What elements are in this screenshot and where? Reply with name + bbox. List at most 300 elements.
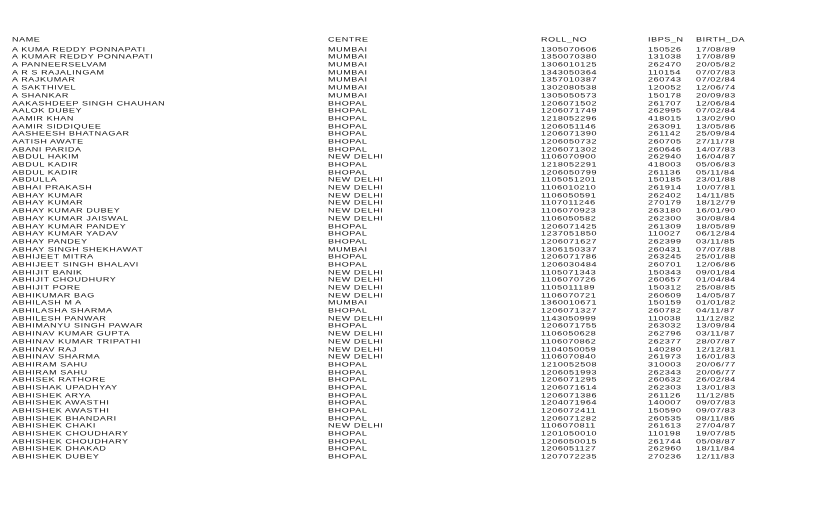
name-cell: ABHISHEK AWASTHI [12,408,110,414]
centre-cell: NEW DELHI [328,285,384,291]
name-cell: AAMIR KHAN [12,115,75,122]
birth-date-cell: 07/07/88 [696,246,736,253]
name-cell: ABDUL KADIR [12,162,79,168]
name-cell: ABDULLA [12,177,58,183]
roll-no-cell: 1105071343 [541,269,597,276]
ibps-no-cell: 110038 [648,315,681,322]
table-row [12,353,820,361]
roll-no-cell: 1105051201 [541,177,597,183]
table-row [12,384,820,392]
birth-date-cell: 16/01/90 [696,208,736,214]
name-cell: ABHISHEK CHOUDHARY [12,438,129,445]
roll-no-cell: 1206071627 [541,238,598,245]
birth-date-cell: 25/08/85 [696,285,736,291]
ibps-no-cell: 150178 [648,92,682,99]
name-cell: A RAJKUMAR [12,77,76,84]
birth-date-cell: 12/06/86 [696,262,736,268]
table-row [12,138,820,146]
name-cell: AATISH AWATE [12,139,84,145]
table-row [12,369,820,377]
ibps-no-cell: 261914 [648,185,682,191]
name-cell: ABHISHEK AWASTHI [12,400,110,406]
roll-no-cell: 1237051850 [541,231,598,237]
ibps-no-cell: 263245 [648,254,682,260]
table-row [12,246,820,254]
table-row [12,199,820,207]
centre-cell: NEW DELHI [328,215,384,222]
birth-date-cell: 19/07/85 [696,431,736,437]
birth-date-cell: 20/09/83 [696,92,736,99]
candidate-rows [12,46,820,461]
table-row [12,422,820,430]
ibps-no-cell: 261309 [648,223,682,230]
ibps-no-cell: 263180 [648,208,682,214]
name-cell: ABHISHEK ARYA [12,392,91,399]
ibps-no-cell: 261126 [648,392,681,399]
roll-no-cell: 1357010387 [541,77,598,84]
birth-date-cell: 27/11/78 [696,139,736,145]
birth-date-cell: 12/06/74 [696,85,736,91]
birth-date-cell: 16/01/83 [696,354,736,360]
table-row [12,330,820,338]
ibps-no-cell: 262796 [648,331,682,337]
roll-no-cell: 1204071964 [541,400,598,406]
centre-cell: BHOPAL [328,415,368,422]
table-row [12,338,820,346]
birth-date-cell: 13/09/84 [696,323,736,330]
table-row [12,376,820,384]
table-row [12,100,820,108]
ibps-no-cell: 150159 [648,300,682,306]
birth-date-cell: 06/12/84 [696,231,736,237]
centre-cell: MUMBAI [328,62,368,68]
table-row [12,361,820,369]
table-row [12,322,820,330]
birth-date-cell: 14/05/87 [696,292,736,299]
centre-cell: NEW DELHI [328,346,384,353]
name-cell: ABHIJIT BANIK [12,269,83,276]
birth-date-cell: 26/02/84 [696,377,736,383]
centre-cell: MUMBAI [328,300,368,306]
roll-no-cell: 1206071302 [541,146,598,153]
name-cell: ABHIRAM SAHU [12,369,88,376]
roll-no-cell: 1206071749 [541,108,598,114]
birth-date-cell: 09/01/84 [696,269,736,276]
roll-no-cell: 1206071755 [541,323,598,330]
roll-no-cell: 1302080538 [541,85,598,91]
roll-no-cell: 1206030484 [541,262,598,268]
birth-date-cell: 07/07/83 [696,69,736,76]
name-cell: ABHIJIT PORE [12,285,81,291]
name-cell: ABHISHEK DHAKAD [12,446,107,453]
name-cell: ABHILASHA SHARMA [12,308,113,314]
birth-date-cell: 03/11/87 [696,331,736,337]
centre-cell: NEW DELHI [328,354,384,360]
ibps-no-cell: 260632 [648,377,682,383]
table-row [12,445,820,453]
centre-cell: BHOPAL [328,369,368,376]
table-row [12,407,820,415]
centre-cell: MUMBAI [328,246,368,253]
ibps-no-cell: 260657 [648,277,682,283]
roll-no-cell: 1343050364 [541,69,598,76]
name-cell: ABHISHEK BHANDARI [12,415,117,422]
ibps-no-cell: 260782 [648,308,682,314]
name-cell: ABHIMANYU SINGH PAWAR [12,323,144,330]
name-cell: A SAKTHIVEL [12,85,77,91]
roll-no-cell: 1106070862 [541,338,597,345]
table-row [12,284,820,292]
ibps-no-cell: 131038 [648,54,682,60]
roll-no-cell: 1206050732 [541,139,598,145]
centre-cell: BHOPAL [328,131,368,137]
ibps-no-cell: 261973 [648,354,682,360]
birth-date-cell: 07/02/84 [696,108,736,114]
roll-no-cell: 1206051146 [541,123,597,130]
centre-cell: NEW DELHI [328,292,384,299]
table-row [12,69,820,77]
birth-date-cell: 28/07/87 [696,338,736,345]
ibps-no-cell: 150185 [648,177,682,183]
roll-no-cell: 1206071786 [541,254,598,260]
column-header-row [12,36,820,44]
ibps-no-cell: 140007 [648,400,682,406]
ibps-no-cell: 262399 [648,238,682,245]
centre-cell: MUMBAI [328,92,368,99]
birth-date-cell: 13/01/83 [696,385,736,391]
name-cell: ABHIJIT CHOUDHURY [12,277,117,283]
roll-no-cell: 1207072235 [541,454,598,460]
ibps-no-cell: 110198 [648,431,681,437]
ibps-no-cell: 260705 [648,139,682,145]
roll-no-cell: 1106050591 [541,192,597,199]
ibps-no-cell: 262470 [648,62,682,68]
name-cell: ABHINAV RAJ [12,346,77,353]
birth-date-cell: 11/12/82 [696,315,736,322]
name-cell: ABHAY KUMAR PANDEY [12,223,127,230]
roll-no-cell: 1106070721 [541,292,597,299]
table-row [12,438,820,446]
centre-cell: BHOPAL [328,361,368,368]
roll-no-cell: 1218052291 [541,162,598,168]
birth-date-cell: 11/12/85 [696,392,736,399]
roll-no-cell: 1206071327 [541,308,598,314]
table-row [12,253,820,261]
table-row [12,46,820,54]
birth-date-cell: 20/06/77 [696,369,736,376]
roll-no-cell: 1206071425 [541,223,598,230]
ibps-no-cell: 110154 [648,69,681,76]
centre-cell: BHOPAL [328,100,368,107]
name-cell: A R S RAJALINGAM [12,69,105,76]
name-cell: AALOK DUBEY [12,108,83,114]
name-cell: ABANI PARIDA [12,146,82,153]
roll-no-cell: 1206071295 [541,377,598,383]
ibps-no-cell: 262300 [648,215,682,222]
centre-cell: NEW DELHI [328,423,384,429]
ibps-no-cell: 270236 [648,454,682,460]
roll-no-cell: 1206051993 [541,369,598,376]
centre-cell: NEW DELHI [328,331,384,337]
table-row [12,415,820,423]
centre-cell: BHOPAL [328,385,368,391]
table-row [12,53,820,61]
header-ibps-no: IBPS_N [648,37,684,43]
roll-no-cell: 1106050582 [541,215,597,222]
table-row [12,115,820,123]
table-row [12,215,820,223]
table-row [12,153,820,161]
birth-date-cell: 13/05/86 [696,123,736,130]
name-cell: ABHISHEK CHOUDHARY [12,431,129,437]
ibps-no-cell: 261744 [648,438,682,445]
table-row [12,130,820,138]
table-row [12,192,820,200]
name-cell: ABHAY SINGH SHEKHAWAT [12,246,144,253]
birth-date-cell: 08/11/86 [696,415,736,422]
table-row [12,453,820,461]
ibps-no-cell: 262995 [648,108,682,114]
ibps-no-cell: 260701 [648,262,682,268]
roll-no-cell: 1105011189 [541,285,596,291]
ibps-no-cell: 262343 [648,369,682,376]
birth-date-cell: 25/01/88 [696,254,736,260]
ibps-no-cell: 261613 [648,423,682,429]
name-cell: ABHAY KUMAR DUBEY [12,208,121,214]
name-cell: ABHAI PRAKASH [12,185,93,191]
centre-cell: NEW DELHI [328,338,384,345]
name-cell: ABHILESH PANWAR [12,315,107,322]
birth-date-cell: 18/05/89 [696,223,736,230]
table-row [12,346,820,354]
birth-date-cell: 03/11/85 [696,238,736,245]
table-row [12,292,820,300]
birth-date-cell: 01/04/84 [696,277,736,283]
centre-cell: NEW DELHI [328,208,384,214]
centre-cell: BHOPAL [328,431,368,437]
table-row [12,207,820,215]
name-cell: ABHIKUMAR BAG [12,292,95,299]
table-row [12,399,820,407]
roll-no-cell: 1106070811 [541,423,596,429]
table-row [12,307,820,315]
roll-no-cell: 1106070923 [541,208,597,214]
table-row [12,430,820,438]
centre-cell: NEW DELHI [328,200,384,207]
table-row [12,392,820,400]
centre-cell: BHOPAL [328,108,368,114]
birth-date-cell: 17/08/89 [696,54,736,60]
ibps-no-cell: 262377 [648,338,682,345]
centre-cell: NEW DELHI [328,177,384,183]
table-row [12,315,820,323]
name-cell: ABHAY KUMAR JAISWAL [12,215,129,222]
ibps-no-cell: 261142 [648,131,681,137]
table-row [12,223,820,231]
table-row [12,276,820,284]
centre-cell: BHOPAL [328,446,368,453]
roll-no-cell: 1106070726 [541,277,597,283]
ibps-no-cell: 150526 [648,46,682,53]
name-cell: AASHEESH BHATNAGAR [12,131,130,137]
table-row [12,299,820,307]
centre-cell: MUMBAI [328,54,368,60]
table-row [12,107,820,115]
centre-cell: BHOPAL [328,146,368,153]
table-row [12,261,820,269]
centre-cell: BHOPAL [328,454,368,460]
table-row [12,92,820,100]
table-row [12,123,820,131]
centre-cell: BHOPAL [328,392,368,399]
centre-cell: BHOPAL [328,377,368,383]
table-row [12,184,820,192]
birth-date-cell: 09/07/83 [696,408,736,414]
name-cell: ABHINAV SHARMA [12,354,101,360]
ibps-no-cell: 150312 [648,285,682,291]
table-row [12,169,820,177]
ibps-no-cell: 262303 [648,385,682,391]
ibps-no-cell: 260609 [648,292,682,299]
table-row [12,84,820,92]
centre-cell: BHOPAL [328,400,368,406]
name-cell: ABDUL KADIR [12,169,79,176]
name-cell: ABHINAV KUMAR TRIPATHI [12,338,142,345]
table-row [12,76,820,84]
name-cell: ABDUL HAKIM [12,154,80,160]
header-birth-date: BIRTH_DA [696,37,746,43]
centre-cell: BHOPAL [328,408,368,414]
birth-date-cell: 23/01/88 [696,177,736,183]
table-row [12,61,820,69]
birth-date-cell: 20/06/77 [696,361,736,368]
roll-no-cell: 1206071390 [541,131,598,137]
roll-no-cell: 1306010125 [541,62,598,68]
roll-no-cell: 1360010671 [541,300,598,306]
centre-cell: MUMBAI [328,85,368,91]
roll-no-cell: 1218052296 [541,115,598,122]
ibps-no-cell: 418003 [648,162,682,168]
birth-date-cell: 14/07/83 [696,146,736,153]
roll-no-cell: 1206071614 [541,385,598,391]
centre-cell: BHOPAL [328,231,368,237]
name-cell: ABHISHEK CHAKI [12,423,96,429]
table-row [12,238,820,246]
ibps-no-cell: 310003 [648,361,682,368]
roll-no-cell: 1104050059 [541,346,597,353]
birth-date-cell: 07/02/84 [696,77,736,84]
name-cell: ABHIRAM SAHU [12,361,88,368]
name-cell: ABHISHEK DUBEY [12,454,100,460]
birth-date-cell: 12/12/81 [696,346,736,353]
birth-date-cell: 17/08/89 [696,46,736,53]
centre-cell: BHOPAL [328,162,368,168]
roll-no-cell: 1206071282 [541,415,598,422]
roll-no-cell: 1206050015 [541,438,598,445]
centre-cell: BHOPAL [328,123,368,130]
centre-cell: BHOPAL [328,323,368,330]
birth-date-cell: 05/06/83 [696,162,736,168]
centre-cell: BHOPAL [328,438,368,445]
roll-no-cell: 1106010210 [541,185,597,191]
birth-date-cell: 20/05/82 [696,62,736,68]
centre-cell: NEW DELHI [328,185,384,191]
roll-no-cell: 1206050799 [541,169,598,176]
birth-date-cell: 27/04/87 [696,423,736,429]
candidate-list-document [12,36,820,507]
name-cell: ABHILASH M A [12,300,82,306]
centre-cell: MUMBAI [328,77,368,84]
birth-date-cell: 04/11/87 [696,308,736,314]
birth-date-cell: 12/06/84 [696,100,736,107]
centre-cell: BHOPAL [328,115,368,122]
ibps-no-cell: 262940 [648,154,682,160]
centre-cell: BHOPAL [328,262,368,268]
ibps-no-cell: 260646 [648,146,682,153]
name-cell: ABHIJEET MITRA [12,254,94,260]
ibps-no-cell: 260535 [648,415,682,422]
centre-cell: MUMBAI [328,69,368,76]
name-cell: AAKASHDEEP SINGH CHAUHAN [12,100,166,107]
birth-date-cell: 18/11/84 [696,446,736,453]
name-cell: A PANNEERSELVAM [12,62,108,68]
roll-no-cell: 1206051127 [541,446,597,453]
name-cell: ABHAY KUMAR YADAV [12,231,119,237]
birth-date-cell: 14/11/85 [696,192,736,199]
centre-cell: BHOPAL [328,238,368,245]
roll-no-cell: 1107011246 [541,200,596,207]
birth-date-cell: 18/12/79 [696,200,736,207]
birth-date-cell: 13/02/90 [696,115,736,122]
name-cell: A KUMA REDDY PONNAPATI [12,46,146,53]
centre-cell: NEW DELHI [328,154,384,160]
roll-no-cell: 1305070606 [541,46,598,53]
centre-cell: BHOPAL [328,254,368,260]
birth-date-cell: 12/11/83 [696,454,736,460]
name-cell: ABHAY KUMAR [12,192,84,199]
birth-date-cell: 01/01/82 [696,300,736,306]
ibps-no-cell: 140280 [648,346,682,353]
table-row [12,176,820,184]
ibps-no-cell: 260431 [648,246,682,253]
centre-cell: NEW DELHI [328,269,384,276]
centre-cell: BHOPAL [328,169,368,176]
ibps-no-cell: 270179 [648,200,682,207]
roll-no-cell: 1305050573 [541,92,598,99]
roll-no-cell: 1106070840 [541,354,597,360]
centre-cell: NEW DELHI [328,315,384,322]
header-centre: CENTRE [328,37,369,43]
centre-cell: BHOPAL [328,139,368,145]
ibps-no-cell: 261707 [648,100,682,107]
roll-no-cell: 1106050628 [541,331,597,337]
roll-no-cell: 1143050999 [541,315,597,322]
table-row [12,146,820,154]
table-row [12,230,820,238]
ibps-no-cell: 263091 [648,123,682,130]
ibps-no-cell: 418015 [648,115,682,122]
roll-no-cell: 1206071502 [541,100,598,107]
name-cell: AAMIR SIDDIQUEE [12,123,102,130]
ibps-no-cell: 120052 [648,85,682,91]
name-cell: ABHINAV KUMAR GUPTA [12,331,131,337]
birth-date-cell: 30/08/84 [696,215,736,222]
name-cell: ABHAY PANDEY [12,238,88,245]
name-cell: ABHISHAK UPADHYAY [12,385,118,391]
birth-date-cell: 16/04/87 [696,154,736,160]
centre-cell: BHOPAL [328,308,368,314]
table-row [12,161,820,169]
